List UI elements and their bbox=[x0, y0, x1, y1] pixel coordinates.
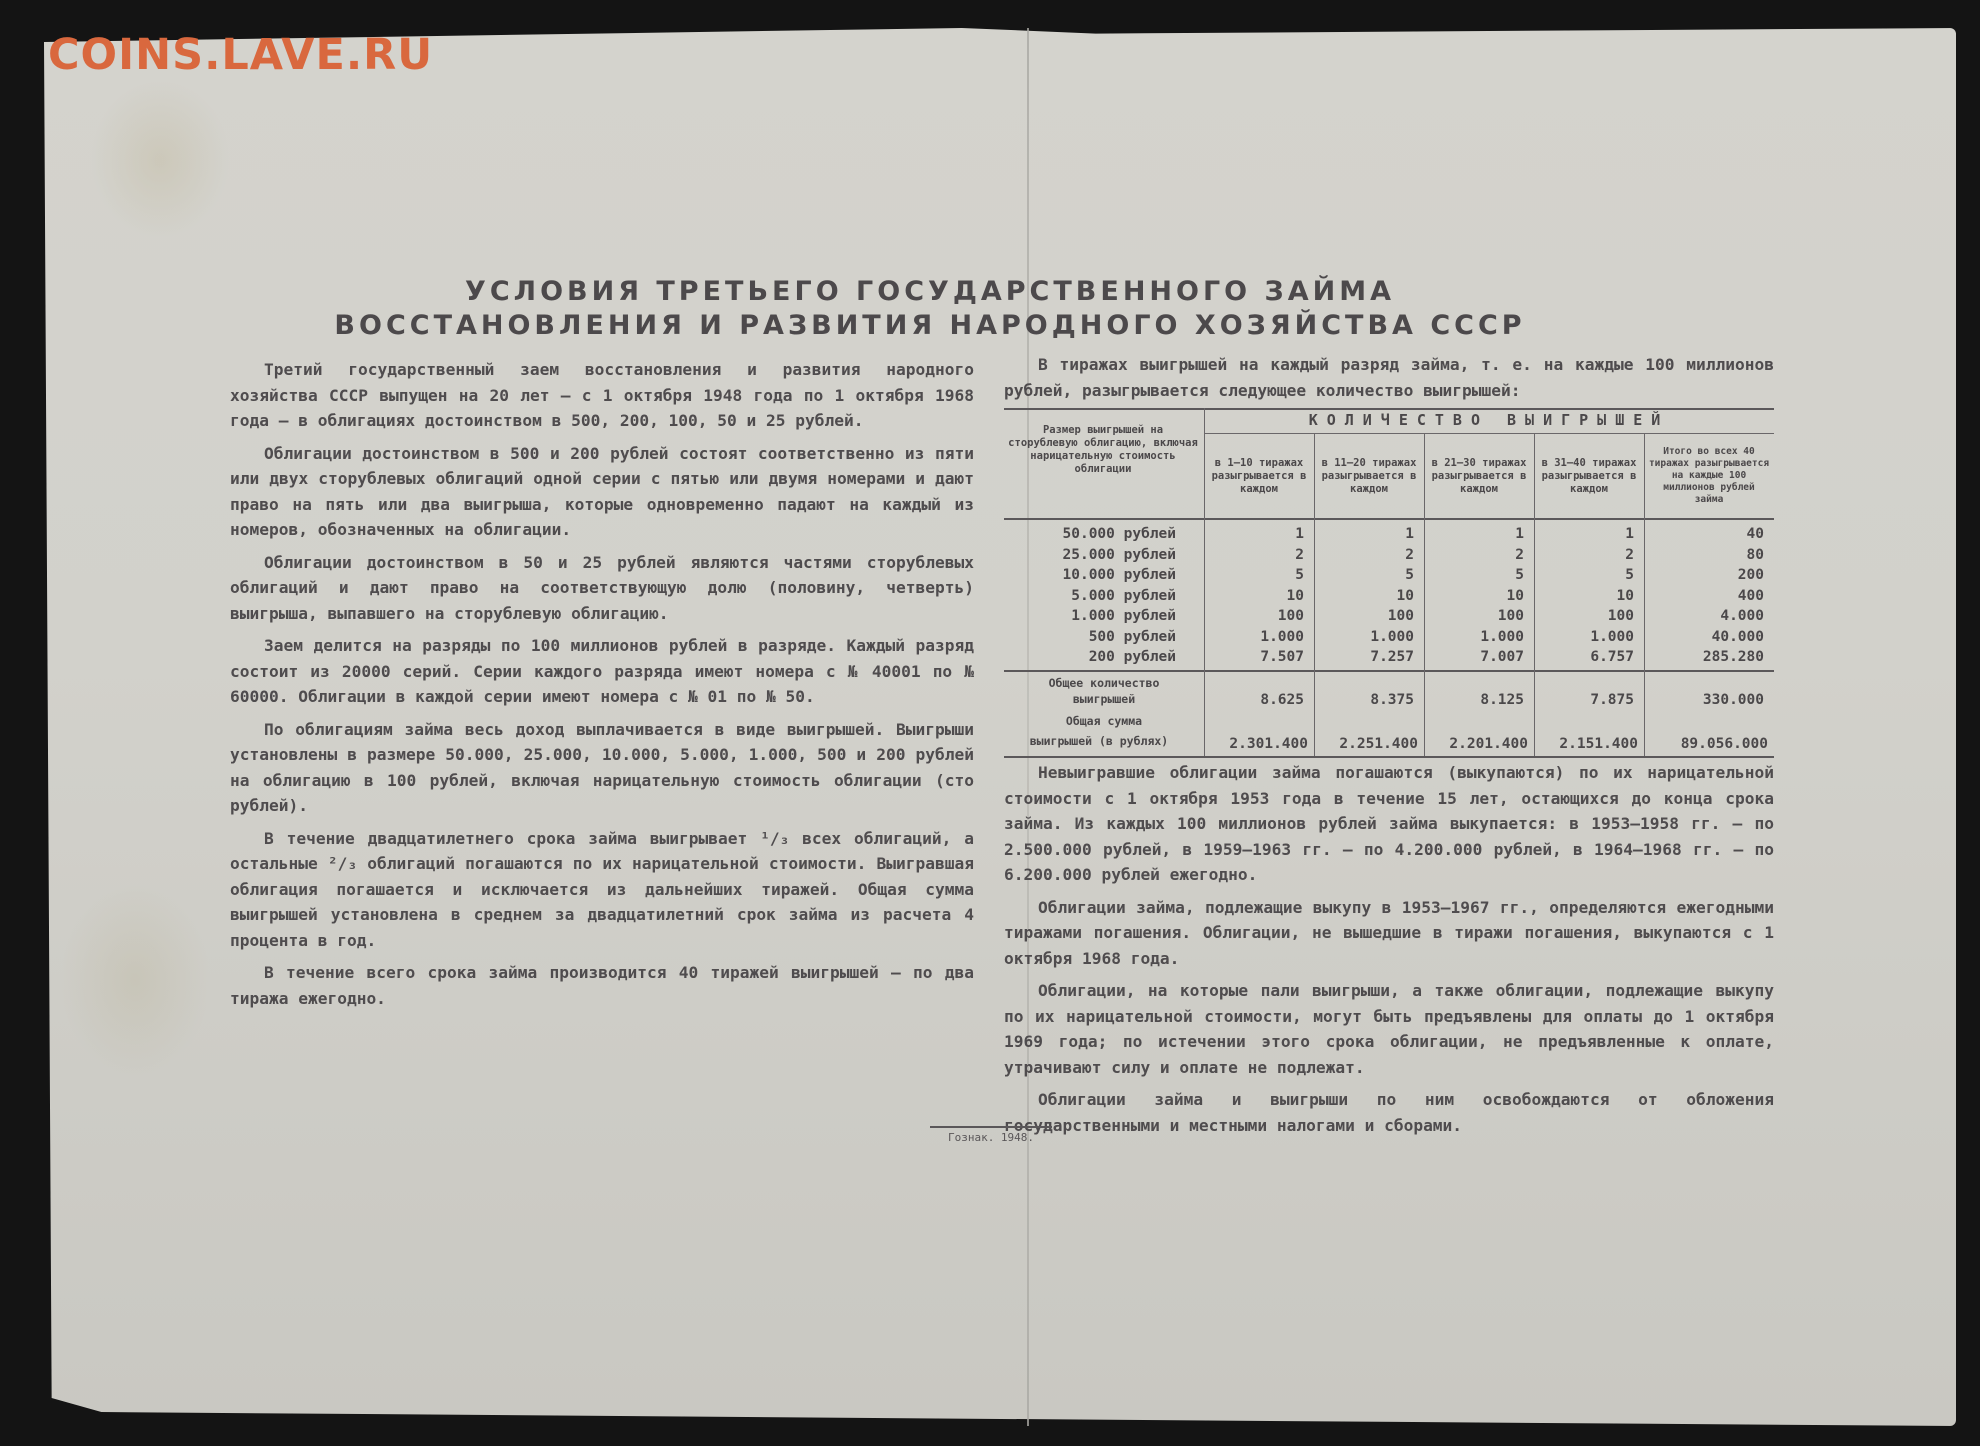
total-count-cell: 8.625 bbox=[1260, 692, 1304, 708]
column-header: в 31—40 тиражах разыгрывается в каждом bbox=[1541, 456, 1637, 495]
document-title-line2: ВОССТАНОВЛЕНИЯ И РАЗВИТИЯ НАРОДНОГО ХОЗЯЙСТВА СССР bbox=[334, 310, 1526, 341]
paragraph: Третий государственный заем восстановления и развития народного хозяйства СССР выпущен на 20 лет — с 1 октября 1948 года по 1 октября 1968 года — в облигациях достоинством в 500, 200, 100, 50 и 25 рублей. bbox=[230, 360, 974, 430]
table-cell: 1.000 bbox=[1370, 628, 1414, 645]
table-rule bbox=[1004, 518, 1774, 520]
table-cell: 1.000 bbox=[1590, 628, 1634, 645]
table-rule bbox=[1004, 408, 1774, 410]
total-count-cell: 8.125 bbox=[1480, 692, 1524, 708]
total-sum-cell: 89.056.000 bbox=[1680, 736, 1768, 752]
totals-label: Общее количество выигрышей bbox=[1048, 676, 1160, 706]
left-column-text bbox=[230, 357, 974, 1018]
table-rule bbox=[1004, 756, 1774, 758]
paragraph: По облигациям займа весь доход выплачивается в виде выигрышей. Выигрыши установлены в размере 50.000, 25.000, 10.000, 5.000, 1.000, 500 и 200 рублей на облигацию в 100 рублей, включая нарицательную стоимость облигации (сто рублей). bbox=[230, 719, 974, 815]
table-cell: 5 bbox=[1405, 567, 1414, 583]
table-divider bbox=[1644, 434, 1645, 756]
table-cell: 400 bbox=[1737, 587, 1764, 604]
paragraph: Облигации достоинством в 500 и 200 рублей состоят соответственно из пяти или двух сторублевых облигаций одной серии с пятью или двумя номерами и дают право на пять или два выигрыша, которые одновременно падают на каждый из номеров, обозначенных на облигации. bbox=[230, 443, 974, 539]
total-sum-cell: 2.301.400 bbox=[1229, 736, 1308, 752]
column-header: в 1—10 тиражах разыгрывается в каждом bbox=[1211, 456, 1307, 495]
paragraph: Облигации достоинством в 50 и 25 рублей являются частями сторублевых облигаций и дают право на соответствующую долю (половину, четверть) выигрыша, выпавшего на сторублевую облигацию. bbox=[230, 552, 974, 623]
paragraph: В течение двадцатилетнего срока займа выигрывает ¹/₃ всех облигаций, а остальные ²/₃ облигаций погашаются по их нарицательной стоимости. Выигравшая облигация погашается и исключается из дальнейших тиражей. Общая сумма выигрышей установлена в среднем за двадцатилетний срок займа из расчета 4 процента в год. bbox=[230, 828, 974, 950]
table-divider bbox=[1424, 434, 1425, 756]
table-cell: 100 bbox=[1497, 608, 1524, 624]
table-intro bbox=[1004, 352, 1774, 410]
total-sum-cell: 2.251.400 bbox=[1339, 736, 1418, 752]
prize-size-label: 1.000 рублей bbox=[1071, 608, 1176, 624]
table-divider bbox=[1204, 408, 1205, 756]
total-count-cell: 7.875 bbox=[1590, 692, 1634, 708]
table-cell: 80 bbox=[1746, 546, 1764, 563]
paragraph: Облигации, на которые пали выигрыши, а также облигации, подлежащие выкупу по их нарицательной стоимости, могут быть предъявлены для оплаты до 1 октября 1969 года; по истечении этого срока облигации, не предъявленные к оплате, утрачивают силу и оплате не подлежат. bbox=[1004, 981, 1774, 1077]
prize-size-label: 500 рублей bbox=[1088, 628, 1176, 645]
table-cell: 40.000 bbox=[1711, 628, 1764, 645]
table-cell: 5 bbox=[1625, 567, 1634, 583]
paper-stain bbox=[60, 880, 210, 1080]
table-cell: 1 bbox=[1405, 526, 1414, 542]
printer-imprint: Гознак. 1948. bbox=[930, 1126, 1052, 1144]
document-title-line1: УСЛОВИЯ ТРЕТЬЕГО ГОСУДАРСТВЕННОГО ЗАЙМА bbox=[465, 276, 1395, 307]
total-count-cell: 8.375 bbox=[1370, 692, 1414, 708]
table-cell: 10 bbox=[1506, 587, 1524, 604]
table-cell: 200 bbox=[1737, 567, 1764, 583]
totals-label: Общая сумма bbox=[1065, 714, 1143, 728]
prize-size-label: 10.000 рублей bbox=[1062, 567, 1176, 583]
table-cell: 1 bbox=[1295, 526, 1304, 542]
paragraph: Заем делится на разряды по 100 миллионов рублей в разряде. Каждый разряд состоит из 20000 серий. Серии каждого разряда имеют номера с № 40001 по № 60000. Облигации в каждой серии имеют номера с № 01 по № 50. bbox=[230, 636, 974, 706]
table-cell: 100 bbox=[1277, 608, 1304, 624]
total-sum-cell: 2.151.400 bbox=[1559, 736, 1638, 752]
site-watermark: COINS.LAVE.RU bbox=[48, 30, 434, 80]
table-cell: 2 bbox=[1515, 546, 1524, 563]
column-header-total: Итого во всех 40 тиражах разыгрывается на каждые 100 миллионов рублей займа bbox=[1648, 446, 1770, 505]
prize-size-label: 5.000 рублей bbox=[1071, 587, 1176, 604]
table-divider bbox=[1204, 433, 1774, 434]
prize-size-label: 50.000 рублей bbox=[1062, 526, 1176, 542]
table-cell: 1.000 bbox=[1260, 628, 1304, 645]
table-cell: 7.507 bbox=[1260, 649, 1304, 665]
winnings-table bbox=[1004, 408, 1774, 758]
table-divider bbox=[1534, 434, 1535, 756]
table-cell: 4.000 bbox=[1720, 608, 1764, 624]
column-header: в 11—20 тиражах разыгрывается в каждом bbox=[1321, 456, 1417, 495]
paragraph: Облигации займа, подлежащие выкупу в 1953—1967 гг., определяются ежегодными тиражами погашения. Облигации, не вышедшие в тиражи погашения, выкупаются с 1 октября 1968 года. bbox=[1004, 897, 1774, 968]
table-cell: 2 bbox=[1405, 546, 1414, 563]
table-cell: 7.007 bbox=[1480, 649, 1524, 665]
total-sum-cell: 2.201.400 bbox=[1449, 736, 1528, 752]
table-cell: 40 bbox=[1746, 526, 1764, 542]
totals-label: выигрышей (в рублях) bbox=[1029, 734, 1169, 748]
prize-size-label: 25.000 рублей bbox=[1062, 546, 1176, 563]
table-cell: 1 bbox=[1515, 526, 1524, 542]
table-cell: 285.280 bbox=[1702, 649, 1764, 665]
paragraph: Облигации займа и выигрыши по ним освобождаются от обложения государственными и местными налогами и сборами. bbox=[1004, 1090, 1774, 1135]
table-cell: 10 bbox=[1616, 587, 1634, 604]
table-cell: 2 bbox=[1295, 546, 1304, 563]
table-cell: 7.257 bbox=[1370, 649, 1414, 665]
paragraph: В течение всего срока займа производится 40 тиражей выигрышей — по два тиража ежегодно. bbox=[230, 963, 974, 1008]
table-cell: 5 bbox=[1515, 567, 1524, 583]
right-column-text bbox=[1004, 760, 1774, 1145]
table-cell: 1 bbox=[1625, 526, 1634, 542]
paragraph: Невыигравшие облигации займа погашаются (выкупаются) по их нарицательной стоимости с 1 октября 1953 года в течение 15 лет, остающихся до конца срока займа. Из каждых 100 миллионов рублей займа выкупается: в 1953—1958 гг. — по 2.500.000 рублей, в 1959—1963 гг. — по 4.200.000 рублей, в 1964—1968 гг. — по 6.200.000 рублей ежегодно. bbox=[1004, 763, 1774, 884]
table-cell: 2 bbox=[1625, 546, 1634, 563]
table-cell: 1.000 bbox=[1480, 628, 1524, 645]
table-cell: 100 bbox=[1387, 608, 1414, 624]
table-cell: 6.757 bbox=[1590, 649, 1634, 665]
table-cell: 5 bbox=[1295, 567, 1304, 583]
paragraph: В тиражах выигрышей на каждый разряд займа, т. е. на каждые 100 миллионов рублей, разыгрывается следующее количество выигрышей: bbox=[1004, 355, 1774, 400]
column-header-size: Размер выигрышей на сторублевую облигацию, включая нарицательную стоимость облигации bbox=[1008, 424, 1198, 475]
table-divider bbox=[1314, 434, 1315, 756]
paper-stain bbox=[90, 80, 230, 240]
table-cell: 10 bbox=[1286, 587, 1304, 604]
table-cell: 100 bbox=[1607, 608, 1634, 624]
table-rule bbox=[1004, 670, 1774, 672]
column-header: в 21—30 тиражах разыгрывается в каждом bbox=[1431, 456, 1527, 495]
prize-size-label: 200 рублей bbox=[1088, 649, 1176, 665]
table-cell: 10 bbox=[1396, 587, 1414, 604]
total-count-cell: 330.000 bbox=[1702, 692, 1764, 708]
group-header: КОЛИЧЕСТВО ВЫИГРЫШЕЙ bbox=[1308, 411, 1670, 429]
